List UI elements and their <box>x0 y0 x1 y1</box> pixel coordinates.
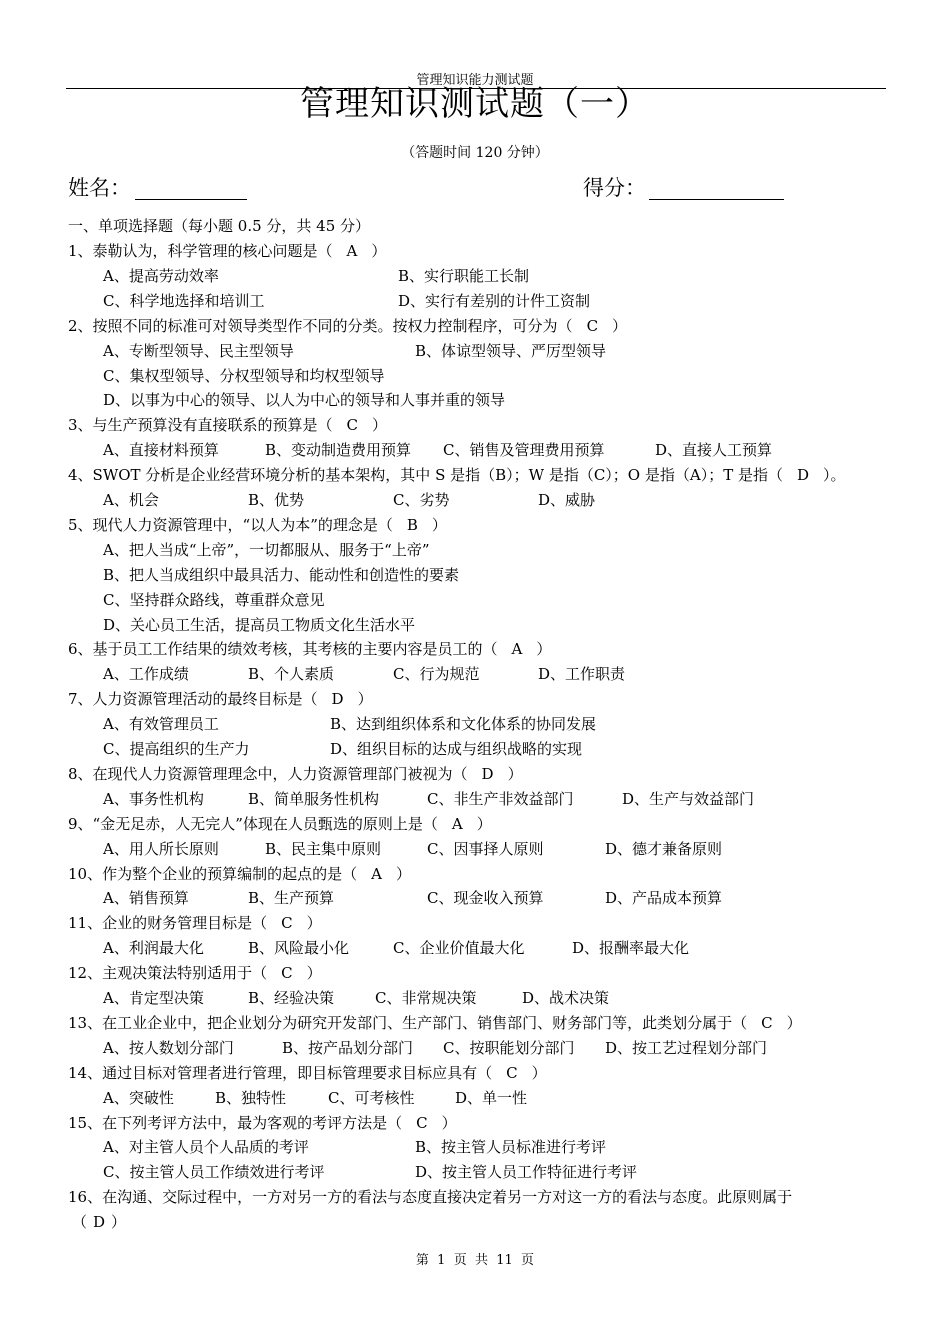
option-choice: D、德才兼备原则 <box>605 839 723 858</box>
option-choice: D、战术决策 <box>522 989 610 1007</box>
question-text: 11、企业的财务管理目标是（ <box>68 914 268 933</box>
question-stem <box>68 1185 792 1209</box>
answer-letter: C <box>281 964 293 983</box>
question-stem <box>68 1011 802 1035</box>
question-text: 4、SWOT 分析是企业经营环境分析的基本架构，其中 S 是指（B）；W 是指（C）；O 是指（A）；T 是指（ <box>68 466 783 485</box>
question-text: 16、在沟通、交际过程中，一方对另一方的看法与态度直接决定着另一方对这一方的看法与态度。此原则属于 <box>68 1188 793 1207</box>
option-choice: C、销售及管理费用预算 <box>443 441 605 460</box>
option-choice: A、工作成绩 <box>103 665 189 684</box>
option-choice: A、对主管人员个人品质的考评 <box>103 1138 309 1157</box>
question-text: 6、基于员工工作结果的绩效考核，其考核的主要内容是员工的（ <box>68 640 498 659</box>
option-choice: D、报酬率最大化 <box>572 939 690 958</box>
question-text: 15、在下列考评方法中，最为客观的考评方法是（ <box>68 1113 403 1132</box>
option-choice: B、体谅型领导、严厉型领导 <box>415 341 607 360</box>
score-field[interactable] <box>649 199 784 200</box>
option-choice: B、达到组织体系和文化体系的协同发展 <box>330 715 597 734</box>
question-text: 12、主观决策法特别适用于（ <box>68 964 268 983</box>
option-choice: C、按主管人员工作绩效进行考评 <box>103 1163 325 1182</box>
option-choice: A、机会 <box>103 491 159 509</box>
option-choice: A、专断型领导、民主型领导 <box>103 341 294 360</box>
answer-letter: A <box>511 640 523 659</box>
question-stem <box>68 687 373 711</box>
paren-close: ） <box>476 814 492 833</box>
paren-close: ） <box>612 316 628 335</box>
paren-open: （ <box>72 1213 88 1232</box>
question-stem <box>68 862 411 886</box>
answer-letter: C <box>506 1063 518 1082</box>
option-choice: B、民主集中原则 <box>265 839 382 858</box>
option-choice: A、销售预算 <box>103 889 189 908</box>
option-choice: B、个人素质 <box>248 665 335 684</box>
answer-letter: C <box>761 1013 773 1032</box>
option-choice: D、产品成本预算 <box>605 889 723 908</box>
paren-close: ） <box>371 242 387 260</box>
answer-letter: C <box>346 416 359 435</box>
option-choice: D、工作职责 <box>538 665 626 684</box>
paren-close: ） <box>306 964 322 983</box>
option-choice: A、提高劳动效率 <box>103 266 219 285</box>
option-choice: D、生产与效益部门 <box>622 789 755 808</box>
question-stem <box>68 1061 547 1085</box>
option-choice: A、事务性机构 <box>103 789 204 808</box>
question-text: 2、按照不同的标准可对领导类型作不同的分类。按权力控制程序，可分为（ <box>68 316 573 335</box>
answer-letter: D <box>481 764 494 783</box>
paren-close: ） <box>536 640 552 659</box>
paren-close: ） <box>395 864 411 883</box>
question-text: 14、通过目标对管理者进行管理，即目标管理要求目标应具有（ <box>68 1063 493 1082</box>
paren-close: ） <box>507 764 523 783</box>
paren-close: ） <box>441 1113 457 1132</box>
page-title: 管理知识测试题（一） <box>300 84 650 124</box>
answer-letter: C <box>281 914 293 933</box>
question-stem <box>68 314 627 338</box>
section-title: 一、单项选择题（每小题 0.5 分，共 45 分） <box>68 217 371 235</box>
question-stem <box>68 239 386 263</box>
answer-letter: D <box>331 690 344 709</box>
question-stem <box>68 911 322 935</box>
question-text: 13、在工业企业中，把企业划分为研究开发部门、生产部门、销售部门、财务部门等，此类划分属于（ <box>68 1013 748 1032</box>
option-choice: B、独特性 <box>215 1088 287 1107</box>
option-choice: C、提高组织的生产力 <box>103 740 250 758</box>
option-choice: C、现金收入预算 <box>427 889 544 908</box>
option-choice: C、坚持群众路线，尊重群众意见 <box>103 590 325 609</box>
question-text: 3、与生产预算没有直接联系的预算是（ <box>68 416 333 435</box>
answer-letter: C <box>586 316 599 335</box>
option-choice: D、单一性 <box>455 1088 528 1107</box>
option-choice: A、把人当成“上帝”，一切都服从、服务于“上帝” <box>103 540 430 559</box>
paren-close: ） <box>431 515 447 534</box>
question-text: 1、泰勒认为，科学管理的核心问题是（ <box>68 242 333 260</box>
answer-letter: A <box>451 814 463 833</box>
question-text: 7、人力资源管理活动的最终目标是（ <box>68 690 318 709</box>
option-choice: D、直接人工预算 <box>655 441 773 460</box>
name-label: 姓名： <box>68 176 131 200</box>
option-choice: D、威胁 <box>538 491 596 509</box>
question-text: 9、“金无足赤，人无完人”体现在人员甄选的原则上是（ <box>68 814 438 833</box>
option-choice: B、风险最小化 <box>248 939 350 958</box>
option-choice: D、组织目标的达成与组织战略的实现 <box>330 740 583 758</box>
paren-close: ） <box>306 914 322 933</box>
option-choice: C、因事择人原则 <box>427 839 544 858</box>
option-choice: B、把人当成组织中最具活力、能动性和创造性的要素 <box>103 565 460 584</box>
option-choice: C、行为规范 <box>393 665 480 684</box>
answer-letter: D <box>93 1213 106 1232</box>
answer-letter: A <box>371 864 382 883</box>
question-stem <box>68 762 523 786</box>
option-choice: D、按主管人员工作特征进行考评 <box>415 1163 638 1182</box>
paren-close: ） <box>531 1063 547 1082</box>
answer-letter: A <box>346 242 358 260</box>
option-choice: D、以事为中心的领导、以人为中心的领导和人事并重的领导 <box>103 391 506 410</box>
option-choice: C、可考核性 <box>328 1088 415 1107</box>
answer-letter: B <box>406 515 418 534</box>
question-text: 10、作为整个企业的预算编制的起点的是（ <box>68 864 358 883</box>
option-choice: D、关心员工生活，提高员工物质文化生活水平 <box>103 615 416 634</box>
option-choice: C、劣势 <box>393 491 450 509</box>
question-stem-continued <box>72 1210 126 1234</box>
question-stem <box>68 961 322 985</box>
paren-close: ）。 <box>823 466 846 485</box>
paren-close: ） <box>357 690 373 709</box>
page-footer: 第 1 页 共 11 页 <box>415 1253 535 1268</box>
answer-letter: C <box>416 1113 428 1132</box>
option-choice: B、简单服务性机构 <box>248 789 380 808</box>
question-stem <box>68 463 846 487</box>
question-stem <box>68 513 447 537</box>
option-choice: C、企业价值最大化 <box>393 939 525 958</box>
question-text: 5、现代人力资源管理中，“以人为本”的理念是（ <box>68 515 393 534</box>
option-choice: B、实行职能工长制 <box>398 266 530 285</box>
option-choice: B、生产预算 <box>248 889 335 908</box>
option-choice: A、有效管理员工 <box>103 715 219 734</box>
question-text: 8、在现代人力资源管理理念中，人力资源管理部门被视为（ <box>68 764 468 783</box>
answer-letter: D <box>796 466 810 485</box>
option-choice: C、按职能划分部门 <box>443 1038 575 1057</box>
option-choice: A、突破性 <box>103 1088 174 1107</box>
name-field[interactable] <box>135 199 247 200</box>
score-label: 得分： <box>583 176 646 200</box>
paren-close: ） <box>786 1013 802 1032</box>
question-stem <box>68 1111 457 1135</box>
option-choice: B、变动制造费用预算 <box>265 441 412 460</box>
question-stem <box>68 637 551 661</box>
paren-close: ） <box>111 1213 127 1232</box>
option-choice: C、非生产非效益部门 <box>427 789 574 808</box>
option-choice: A、肯定型决策 <box>103 989 204 1007</box>
option-choice: B、经验决策 <box>248 989 335 1007</box>
option-choice: A、利润最大化 <box>103 939 204 958</box>
option-choice: D、按工艺过程划分部门 <box>605 1038 768 1057</box>
paren-close: ） <box>372 416 388 435</box>
time-note: （答题时间 120 分钟） <box>401 145 549 161</box>
option-choice: D、实行有差别的计件工资制 <box>398 291 591 310</box>
option-choice: A、用人所长原则 <box>103 839 219 858</box>
option-choice: B、优势 <box>248 491 305 509</box>
option-choice: A、直接材料预算 <box>103 441 219 460</box>
running-header: 管理知识能力测试题 <box>416 73 534 88</box>
question-stem <box>68 413 387 437</box>
option-choice: C、集权型领导、分权型领导和均权型领导 <box>103 366 385 385</box>
option-choice: B、按主管人员标准进行考评 <box>415 1138 607 1157</box>
option-choice: B、按产品划分部门 <box>282 1038 414 1057</box>
option-choice: C、科学地选择和培训工 <box>103 291 265 310</box>
question-stem <box>68 812 492 836</box>
option-choice: A、按人数划分部门 <box>103 1038 234 1057</box>
option-choice: C、非常规决策 <box>375 989 477 1007</box>
